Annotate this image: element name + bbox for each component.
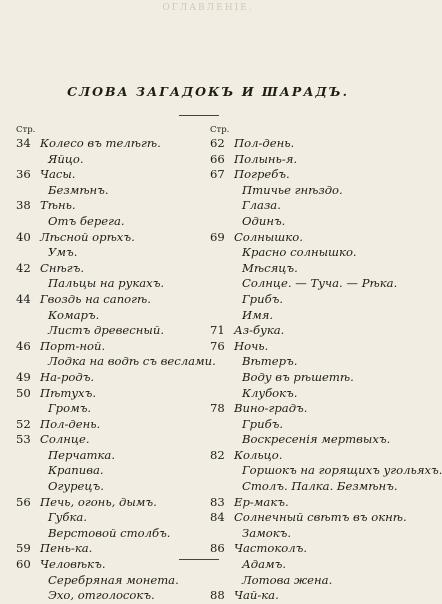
entry-text: Грибъ. bbox=[242, 291, 284, 306]
page-number: 56 bbox=[16, 494, 31, 509]
entry-text: Пальцы на рукахъ. bbox=[48, 276, 165, 291]
toc-entry bbox=[16, 510, 206, 526]
entry-text: Клубокъ. bbox=[242, 385, 298, 400]
page-number: 40 bbox=[16, 229, 31, 244]
page-number bbox=[210, 292, 234, 308]
toc-entry bbox=[16, 308, 206, 324]
page-number bbox=[210, 354, 234, 370]
entry-text: Замокъ. bbox=[242, 525, 292, 540]
entry-text: Огурецъ. bbox=[48, 479, 104, 494]
page-number bbox=[16, 183, 40, 199]
toc-entry bbox=[16, 354, 216, 370]
toc-entry bbox=[210, 495, 400, 511]
toc-entry bbox=[16, 152, 206, 168]
page-number bbox=[16, 588, 40, 604]
toc-entry bbox=[16, 463, 206, 479]
toc-entry bbox=[210, 308, 400, 324]
bleed-through-header: ОГЛАВЛЕНІЕ. bbox=[162, 3, 254, 13]
entry-text: Полынь-я. bbox=[234, 151, 298, 166]
entry-text: Снѣгъ. bbox=[40, 260, 85, 275]
toc-entry bbox=[210, 432, 400, 448]
entry-text: Лотова жена. bbox=[242, 572, 333, 587]
entry-text: Верстовой столбъ. bbox=[48, 525, 171, 540]
page-number bbox=[210, 463, 234, 479]
entry-text: Колесо въ телѣгѣ. bbox=[40, 136, 161, 150]
entry-text: Аз-бука. bbox=[234, 323, 285, 338]
toc-entry bbox=[210, 354, 400, 370]
entry-text: Порт-ной. bbox=[40, 338, 106, 353]
toc-entry bbox=[210, 370, 400, 386]
entry-text: Печь, огонь, дымъ. bbox=[40, 494, 157, 509]
toc-entry bbox=[210, 557, 400, 573]
toc-entry bbox=[210, 261, 400, 277]
toc-entry bbox=[210, 541, 400, 557]
page-number bbox=[16, 463, 40, 479]
page-number bbox=[16, 510, 40, 526]
page-number bbox=[16, 354, 40, 370]
entry-text: Громъ. bbox=[48, 401, 92, 416]
page-number: 84 bbox=[210, 510, 225, 525]
page-number bbox=[210, 526, 234, 542]
toc-entry bbox=[16, 261, 206, 277]
closing-rule bbox=[179, 559, 219, 560]
page-number bbox=[210, 479, 234, 495]
toc-entry bbox=[210, 573, 400, 589]
toc-entry bbox=[210, 401, 400, 417]
left-column bbox=[16, 125, 216, 604]
entry-text: Мѣсяцъ. bbox=[242, 260, 298, 275]
entry-text: Частоколъ. bbox=[234, 541, 308, 556]
page-number: 59 bbox=[16, 541, 31, 556]
page-number bbox=[210, 432, 234, 448]
page-number: 67 bbox=[210, 167, 225, 182]
entry-text: Отъ берега. bbox=[48, 213, 125, 228]
page-number bbox=[16, 573, 40, 589]
toc-entry bbox=[210, 510, 407, 526]
toc-entry bbox=[16, 417, 206, 433]
toc-entry bbox=[16, 526, 206, 542]
toc-entry bbox=[16, 386, 206, 402]
entry-text: Листъ древесный. bbox=[48, 323, 165, 338]
toc-entry bbox=[16, 401, 206, 417]
toc-entry bbox=[210, 479, 400, 495]
page-number bbox=[16, 276, 40, 292]
page-number bbox=[16, 401, 40, 417]
page-number bbox=[210, 386, 234, 402]
page-number: 88 bbox=[210, 588, 225, 603]
toc-entry bbox=[210, 214, 400, 230]
toc-entry bbox=[210, 386, 400, 402]
entry-text: Лѣсной орѣхъ. bbox=[40, 229, 135, 244]
entry-text: Солнышко. bbox=[234, 229, 303, 244]
page-number bbox=[16, 448, 40, 464]
entry-text: Ночь. bbox=[234, 338, 269, 353]
page-number: 86 bbox=[210, 541, 225, 556]
page-number: 52 bbox=[16, 416, 31, 431]
entry-text: Одинъ. bbox=[242, 213, 286, 228]
entry-text: Гвоздь на сапогѣ. bbox=[40, 291, 151, 306]
entry-text: Солнечный свѣтъ въ окнѣ. bbox=[234, 510, 407, 525]
toc-entry bbox=[16, 214, 206, 230]
entry-text: Пень-ка. bbox=[40, 541, 93, 556]
toc-entry bbox=[16, 588, 206, 604]
entry-text: Безмѣнъ. bbox=[48, 182, 109, 197]
page-number bbox=[16, 214, 40, 230]
entry-text: Воскресенія мертвыхъ. bbox=[242, 432, 391, 447]
entry-text: Адамъ. bbox=[242, 557, 287, 572]
toc-entry bbox=[210, 448, 400, 464]
entry-text: Губка. bbox=[48, 510, 87, 525]
entry-text: Грибъ. bbox=[242, 416, 284, 431]
toc-entry bbox=[210, 245, 400, 261]
entry-text: Перчатка. bbox=[48, 447, 116, 462]
page-number: 62 bbox=[210, 136, 225, 150]
entry-text: Птичье гнѣздо. bbox=[242, 182, 343, 197]
toc-entry bbox=[210, 152, 400, 168]
entry-text: Красно солнышко. bbox=[242, 245, 357, 260]
entry-text: Яйцо. bbox=[48, 151, 84, 166]
page-number: 60 bbox=[16, 557, 31, 572]
page-number bbox=[210, 198, 234, 214]
entry-text: Крапива. bbox=[48, 463, 104, 478]
toc-entry bbox=[210, 417, 400, 433]
page-number bbox=[210, 573, 234, 589]
page-number bbox=[210, 276, 234, 292]
entry-text: Погребъ. bbox=[234, 167, 290, 182]
page-number: 42 bbox=[16, 260, 31, 275]
right-column-header: Стр. bbox=[210, 125, 230, 135]
page-number bbox=[210, 245, 234, 261]
entry-text: Часы. bbox=[40, 167, 76, 182]
entry-text: Кольцо. bbox=[234, 447, 283, 462]
toc-entry bbox=[210, 183, 400, 199]
page-number: 49 bbox=[16, 369, 31, 384]
toc-entry bbox=[210, 588, 400, 604]
entry-text: Чай-ка. bbox=[234, 588, 279, 603]
toc-entry bbox=[16, 183, 206, 199]
entry-text: Горшокъ на горящихъ угольяхъ. bbox=[242, 463, 442, 478]
toc-entry bbox=[16, 370, 206, 386]
entry-text: Столъ. Палка. Безмѣнъ. bbox=[242, 479, 398, 494]
entry-text: Вѣтеръ. bbox=[242, 354, 298, 369]
toc-entry bbox=[210, 136, 400, 152]
toc-entry bbox=[16, 495, 206, 511]
page-number bbox=[16, 308, 40, 324]
entry-text: Имя. bbox=[242, 307, 274, 322]
entry-text: Серебряная монета. bbox=[48, 572, 179, 587]
entry-text: Умъ. bbox=[48, 245, 78, 260]
toc-entry bbox=[16, 557, 206, 573]
page-number bbox=[210, 370, 234, 386]
page-number: 76 bbox=[210, 338, 225, 353]
toc-entry bbox=[16, 167, 206, 183]
page-number: 78 bbox=[210, 401, 225, 416]
page-number: 50 bbox=[16, 385, 31, 400]
page-number bbox=[210, 214, 234, 230]
page-number: 44 bbox=[16, 291, 31, 306]
page-number: 69 bbox=[210, 229, 225, 244]
toc-entry bbox=[16, 479, 206, 495]
entry-text: Пол-день. bbox=[40, 416, 101, 431]
page-title: СЛОВА ЗАГАДОКЪ И ШАРАДЪ. bbox=[67, 84, 349, 99]
title-rule bbox=[179, 115, 219, 116]
entry-text: Эхо, отголосокъ. bbox=[48, 588, 155, 603]
toc-entry bbox=[16, 292, 206, 308]
toc-entry bbox=[16, 432, 206, 448]
page-number bbox=[16, 479, 40, 495]
entry-text: Комаръ. bbox=[48, 307, 100, 322]
page-number bbox=[16, 245, 40, 261]
page-number bbox=[16, 152, 40, 168]
entry-text: Лодка на водѣ съ веслами. bbox=[48, 354, 216, 369]
entry-text: Глаза. bbox=[242, 198, 281, 213]
entry-text: Солнце. — Туча. — Рѣка. bbox=[242, 276, 398, 291]
entry-text: Ер-макъ. bbox=[234, 494, 289, 509]
page-number bbox=[210, 261, 234, 277]
page-number bbox=[210, 417, 234, 433]
page-number: 36 bbox=[16, 167, 31, 182]
toc-entry bbox=[16, 541, 206, 557]
toc-entry bbox=[16, 448, 206, 464]
toc-entry bbox=[16, 339, 206, 355]
toc-entry bbox=[210, 323, 400, 339]
entry-text: Солнце. bbox=[40, 432, 90, 447]
page-number: 46 bbox=[16, 338, 31, 353]
page-number bbox=[210, 308, 234, 324]
page-number: 66 bbox=[210, 151, 225, 166]
page-number: 82 bbox=[210, 447, 225, 462]
right-column bbox=[210, 125, 442, 604]
toc-entry bbox=[16, 245, 206, 261]
toc-entry bbox=[16, 198, 206, 214]
toc-entry bbox=[16, 136, 206, 152]
page-number: 71 bbox=[210, 323, 225, 338]
page-number bbox=[16, 323, 40, 339]
left-column-header: Стр. bbox=[16, 125, 36, 135]
page-number bbox=[16, 526, 40, 542]
page-number: 53 bbox=[16, 432, 31, 447]
toc-entry bbox=[210, 276, 400, 292]
page-number: 38 bbox=[16, 198, 31, 213]
entry-text: Пѣтухъ. bbox=[40, 385, 97, 400]
entry-text: На-родъ. bbox=[40, 369, 95, 384]
entry-text: Тѣнь. bbox=[40, 198, 76, 213]
toc-entry bbox=[16, 276, 206, 292]
entry-text: Воду въ рѣшетѣ. bbox=[242, 369, 354, 384]
entry-text: Человѣкъ. bbox=[40, 557, 106, 572]
toc-entry bbox=[210, 198, 400, 214]
toc-entry bbox=[16, 230, 206, 246]
page-number: 83 bbox=[210, 494, 225, 509]
page-number bbox=[210, 183, 234, 199]
toc-entry bbox=[210, 526, 400, 542]
entry-text: Вино-градъ. bbox=[234, 401, 308, 416]
toc-entry bbox=[210, 292, 400, 308]
toc-entry bbox=[16, 323, 206, 339]
toc-entry bbox=[210, 230, 400, 246]
page-number: 34 bbox=[16, 136, 31, 150]
toc-entry bbox=[210, 167, 400, 183]
toc-entry bbox=[210, 339, 400, 355]
entry-text: Пол-день. bbox=[234, 136, 295, 150]
toc-entry bbox=[210, 463, 442, 479]
toc-entry bbox=[16, 573, 206, 589]
